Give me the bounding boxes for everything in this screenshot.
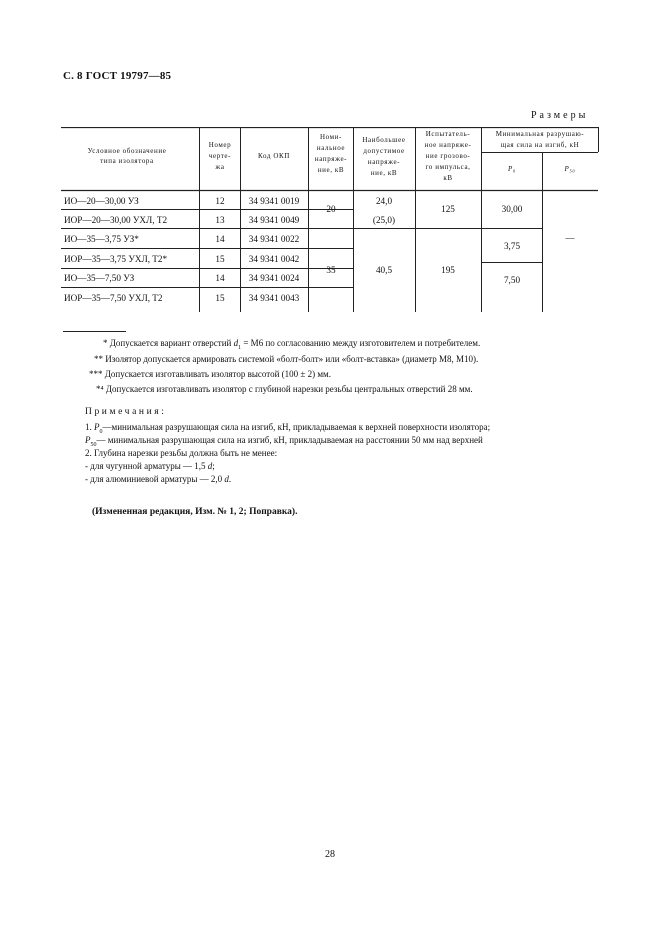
row-2-drawing: 13 (215, 215, 225, 225)
row-3-designation: ИО—35—3,75 УЗ* (64, 234, 139, 244)
note-2b-end: . (228, 474, 232, 484)
dimensions-label: Размеры (531, 110, 589, 121)
footnote-4-mark: *⁴ (96, 384, 104, 394)
row-6-okp: 34 9341 0043 (248, 293, 300, 303)
amendment-note: (Измененная редакция, Изм. № 1, 2; Поправка). (92, 507, 298, 517)
note-2a-text: - для чугунной арматуры — 1,5 (85, 461, 208, 471)
row-5-okp: 34 9341 0024 (248, 273, 300, 283)
row-4-okp: 34 9341 0042 (248, 254, 300, 264)
row-5-designation: ИО—35—7,50 УЗ (64, 273, 135, 283)
row-5-drawing: 14 (215, 273, 225, 283)
footnote-4 (96, 384, 473, 394)
header-drawing-line1: Номер (208, 141, 232, 149)
note-2b (85, 474, 231, 484)
footnote-4-text: Допускается изготавливать изолятор с глубиной нарезки резьбы центральных отверстий 28 мм. (105, 384, 473, 394)
row-3-drawing: 14 (215, 234, 225, 244)
note-1b (85, 435, 483, 448)
header-max-line1: Наибольшее (362, 136, 406, 144)
header-p50: P₅₀ (564, 165, 576, 173)
note-1-p0-symbol: P (94, 422, 100, 432)
note-1b-p50-subscript: 50 (90, 441, 97, 448)
note-2a-end: ; (212, 461, 215, 471)
header-minforce-line2: щая сила на изгиб, кН (500, 141, 580, 149)
footnote-1-symbol: d (233, 338, 239, 348)
p0-375: 3,75 (503, 241, 521, 251)
max-voltage-24: 24,0 (375, 196, 393, 206)
note-2b-text: - для алюминиевой арматуры — 2,0 (85, 474, 225, 484)
note-1 (85, 422, 490, 435)
header-max-line3: напряже- (367, 158, 401, 166)
footnote-2-text: Изолятор допускается армировать системой «болт-болт» или «болт-вставка» (диаметр М8, М10). (105, 354, 479, 364)
page-number: 28 (325, 849, 335, 860)
header-nominal-line1: Номи- (320, 133, 342, 141)
test-voltage-125: 125 (441, 204, 455, 214)
row-2-designation: ИОР—20—30,00 УХЛ, Т2 (64, 215, 168, 225)
note-2b-d: d (224, 474, 229, 484)
row-4-drawing: 15 (215, 254, 225, 264)
header-nominal-line3: напряже- (314, 155, 348, 163)
note-1b-text: — минимальная разрушающая сила на изгиб, кН, прикладываемая на расстоянии 50 мм над верхней (96, 435, 483, 445)
header-test-line4: го импульса, (425, 163, 471, 171)
footnote-3-text: Допускается изготавливать изолятор высотой (100 ± 2) мм. (104, 369, 332, 379)
header-okp-code: Код ОКП (258, 152, 290, 160)
p50-dash: — (565, 233, 575, 243)
header-p0: P₀ (508, 165, 516, 173)
test-voltage-195: 195 (441, 265, 455, 275)
row-4-designation: ИОР—35—3,75 УХЛ, Т2* (64, 254, 168, 264)
footnote-1-mark: * (103, 338, 108, 348)
row-6-designation: ИОР—35—7,50 УХЛ, Т2 (64, 293, 163, 303)
footnote-divider (63, 331, 126, 332)
row-1-drawing: 12 (215, 196, 225, 206)
header-nominal-line4: ние, кВ (317, 166, 345, 174)
header-max-line4: ние, кВ (370, 169, 398, 177)
nominal-voltage-20: 20 (326, 204, 336, 214)
footnote-1-text-b: = М6 по согласованию между изготовителем и потребителем. (241, 338, 481, 348)
header-nominal-line2: нальное (316, 144, 346, 152)
notes-title: Примечания: (85, 407, 167, 417)
note-1b-p50-symbol: P (85, 435, 91, 445)
max-voltage-405: 40,5 (375, 265, 393, 275)
row-2-okp: 34 9341 0049 (248, 215, 300, 225)
note-2: 2. Глубина нарезки резьбы должна быть не менее: (85, 448, 278, 458)
row-1-okp: 34 9341 0019 (248, 196, 300, 206)
note-2a-d: d (207, 461, 213, 471)
header-test-line1: Испытатель- (425, 130, 471, 138)
note-1-text: —минимальная разрушающая сила на изгиб, кН, прикладываемая к верхней поверхности изолятора; (102, 422, 491, 432)
footnote-1-subscript: 1 (238, 344, 242, 351)
footnote-1 (103, 338, 480, 351)
footnote-2-mark: ** (94, 354, 103, 364)
footnote-3 (89, 369, 331, 379)
note-1-prefix: 1. (85, 422, 94, 432)
header-test-line5: кВ (443, 174, 453, 182)
note-1-p0-subscript: 0 (99, 428, 103, 435)
header-test-line2: ное напряже- (424, 141, 472, 149)
nominal-voltage-35: 35 (326, 265, 336, 275)
header-drawing-line3: жа (215, 163, 225, 171)
header-designation-line1: Условное обозначение (87, 147, 167, 155)
row-1-designation: ИО—20—30,00 УЗ (64, 196, 139, 206)
header-test-line3: ние грозово- (425, 152, 471, 160)
p0-30: 30,00 (501, 204, 523, 214)
row-3-okp: 34 9341 0022 (248, 234, 300, 244)
footnote-1-text-a: Допускается вариант отверстий (109, 338, 234, 348)
note-2a (85, 461, 215, 471)
header-minforce-line1: Минимальная разрушаю- (495, 130, 585, 138)
row-6-drawing: 15 (215, 293, 225, 303)
footnote-2 (94, 354, 478, 364)
footnote-3-mark: *** (89, 369, 103, 379)
page-header: С. 8 ГОСТ 19797—85 (63, 70, 172, 82)
max-voltage-25: (25,0) (372, 215, 396, 225)
header-designation-line2: типа изолятора (100, 157, 154, 165)
header-drawing-line2: черте- (208, 152, 232, 160)
p0-750: 7,50 (503, 275, 521, 285)
insulator-table (61, 127, 601, 317)
header-max-line2: допустимое (363, 147, 405, 155)
